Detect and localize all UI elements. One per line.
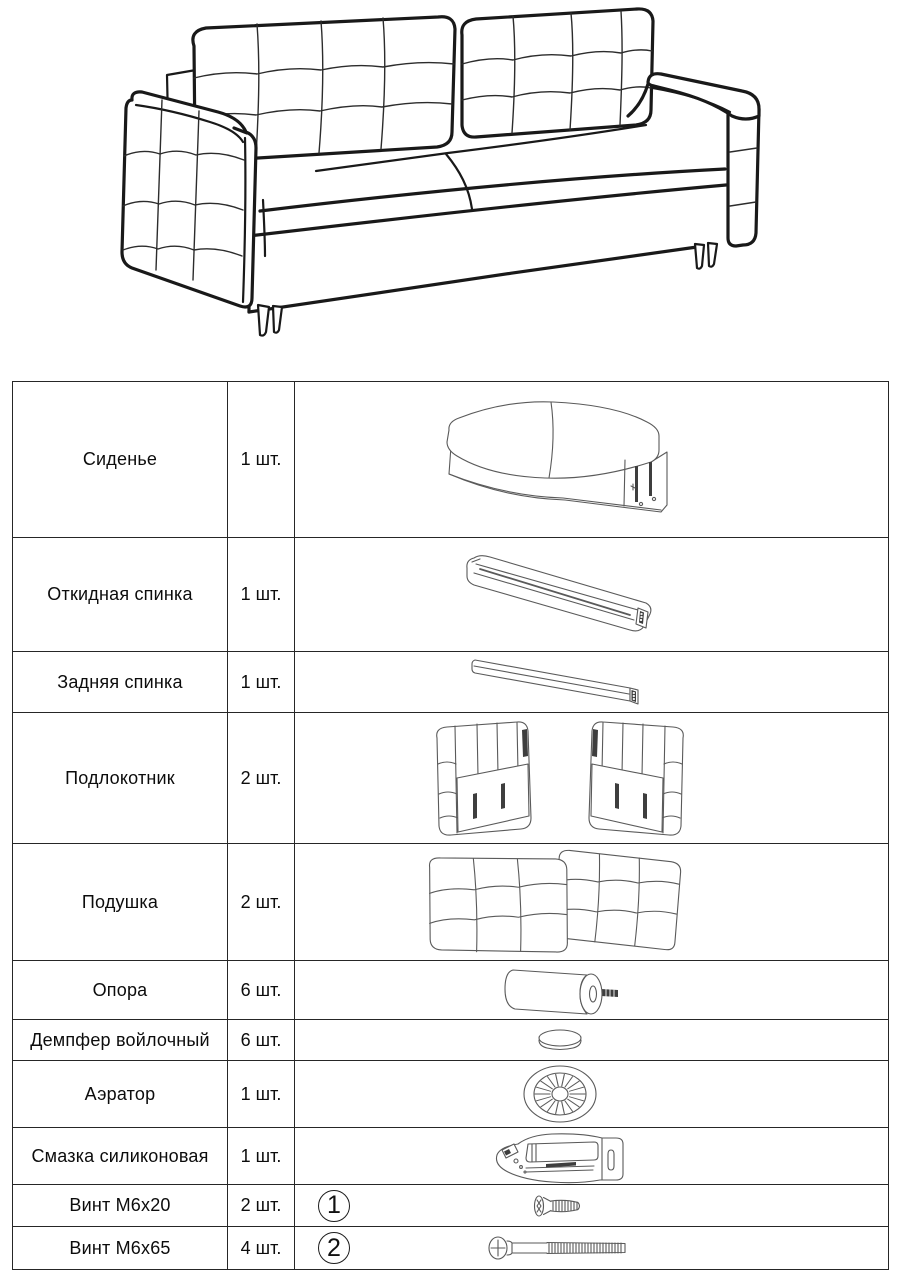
table-row-screw-m6x20 — [13, 1185, 889, 1227]
part-name: Демпфер войлочный — [13, 1020, 228, 1061]
part-qty: 1 шт. — [228, 652, 295, 713]
screw-m6x20-illustration — [530, 1192, 590, 1220]
table-row-folding-back — [13, 538, 889, 652]
part-qty: 2 шт. — [228, 713, 295, 844]
table-row-leg — [13, 961, 889, 1020]
table-row-aerator — [13, 1061, 889, 1128]
table-row-armrest — [13, 713, 889, 844]
part-name: Откидная спинка — [13, 538, 228, 652]
part-qty: 2 шт. — [228, 1185, 295, 1227]
table-row-cushion — [13, 844, 889, 961]
armrest-pair-illustration — [425, 716, 695, 841]
parts-table — [12, 381, 889, 1270]
part-name: Подушка — [13, 844, 228, 961]
part-qty: 1 шт. — [228, 1061, 295, 1128]
product-drawing — [110, 4, 794, 357]
rear-back-illustration — [467, 655, 652, 710]
table-row-screw-m6x65 — [13, 1227, 889, 1270]
part-qty: 1 шт. — [228, 382, 295, 538]
sofa-line-drawing-image — [110, 4, 794, 352]
part-qty: 6 шт. — [228, 961, 295, 1020]
part-qty: 2 шт. — [228, 844, 295, 961]
table-row-rear-back — [13, 652, 889, 713]
part-name: Сиденье — [13, 382, 228, 538]
part-qty: 4 шт. — [228, 1227, 295, 1270]
table-row-seat — [13, 382, 889, 538]
screw-m6x65-illustration — [487, 1231, 632, 1265]
part-name: Аэратор — [13, 1061, 228, 1128]
part-name: Подлокотник — [13, 713, 228, 844]
felt-pad-illustration — [535, 1027, 585, 1053]
leg-illustration — [497, 963, 622, 1018]
part-name: Винт М6х20 — [13, 1185, 228, 1227]
part-name: Задняя спинка — [13, 652, 228, 713]
part-qty: 1 шт. — [228, 538, 295, 652]
part-qty: 1 шт. — [228, 1128, 295, 1185]
seat-illustration — [435, 392, 685, 527]
part-name: Опора — [13, 961, 228, 1020]
folding-back-illustration — [460, 542, 660, 647]
part-name: Смазка силиконовая — [13, 1128, 228, 1185]
part-name: Винт М6х65 — [13, 1227, 228, 1270]
grease-blister-illustration — [490, 1128, 630, 1184]
table-row-grease — [13, 1128, 889, 1185]
marker-1-badge: 1 — [318, 1190, 350, 1222]
table-row-felt-damper — [13, 1020, 889, 1061]
cushion-pair-illustration — [425, 845, 695, 960]
part-qty: 6 шт. — [228, 1020, 295, 1061]
marker-2-badge: 2 — [318, 1232, 350, 1264]
aerator-illustration — [520, 1062, 600, 1126]
